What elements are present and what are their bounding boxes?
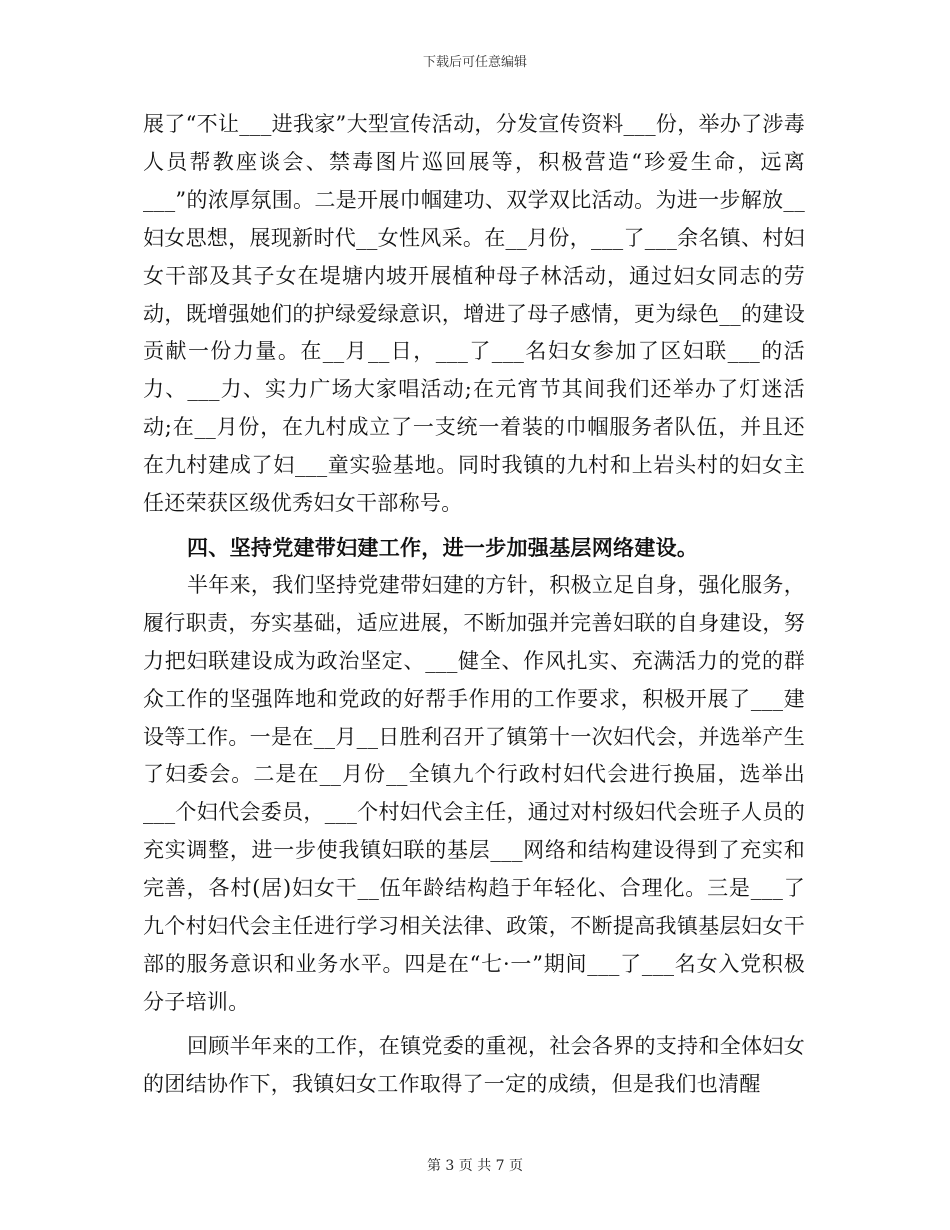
section-heading-four: 四、坚持党建带妇建工作，进一步加强基层网络建设。 (187, 534, 699, 560)
paragraph-review: 回顾半年来的工作，在镇党委的重视，社会各界的支持和全体妇女的团结协作下，我镇妇女工作取得了一定的成绩，但是我们也清醒 (143, 1033, 805, 1096)
document-body (143, 106, 805, 1104)
paragraph-party-building: 半年来，我们坚持党建带妇建的方针，积极立足自身，强化服务，履行职责，夯实基础，适应进展，不断加强并完善妇联的自身建设，努力把妇联建设成为政治坚定、___健全、作风扎实、充满活力的党的群众工作的坚强阵地和党政的好帮手作用的工作要求，积极开展了___建设等工作。一是在__月__日胜利召开了镇第十一次妇代会，并选举产生了妇委会。二是在__月份__全镇九个行政村妇代会进行换届，选举出___个妇代会委员，___个村妇代会主任，通过对村级妇代会班子人员的充实调整，进一步使我镇妇联的基层___网络和结构建设得到了充实和完善，各村(居)妇女干__伍年龄结构趋于年轻化、合理化。三是___了九个村妇代会主任进行学习相关法律、政策，不断提高我镇基层妇女干部的服务意识和业务水平。四是在“七·一”期间___了___名女入党积极分子培训。 (143, 572, 805, 1014)
page-header: 下载后可任意编辑 (422, 55, 527, 70)
paragraph-continued: 展了“不让___进我家”大型宣传活动，分发宣传资料___份，举办了涉毒人员帮教座谈会、禁毒图片巡回展等，积极营造“珍爱生命，远离___”的浓厚氛围。二是开展巾帼建功、双学双比活动。为进一步解放__妇女思想，展现新时代__女性风采。在__月份，___了___余名镇、村妇女干部及其子女在堤塘内坡开展植种母子林活动，通过妇女同志的劳动，既增强她们的护绿爱绿意识，增进了母子感情，更为绿色__的建设贡献一份力量。在__月__日，___了___名妇女参加了区妇联___的活力、___力、实力广场大家唱活动;在元宵节其间我们还举办了灯迷活动;在__月份，在九村成立了一支统一着装的巾帼服务者队伍，并且还在九村建成了妇___童实验基地。同时我镇的九村和上岩头村的妇女主任还荣获区级优秀妇女干部称号。 (143, 112, 805, 516)
page-footer: 第 3 页 共 7 页 (426, 1158, 524, 1174)
